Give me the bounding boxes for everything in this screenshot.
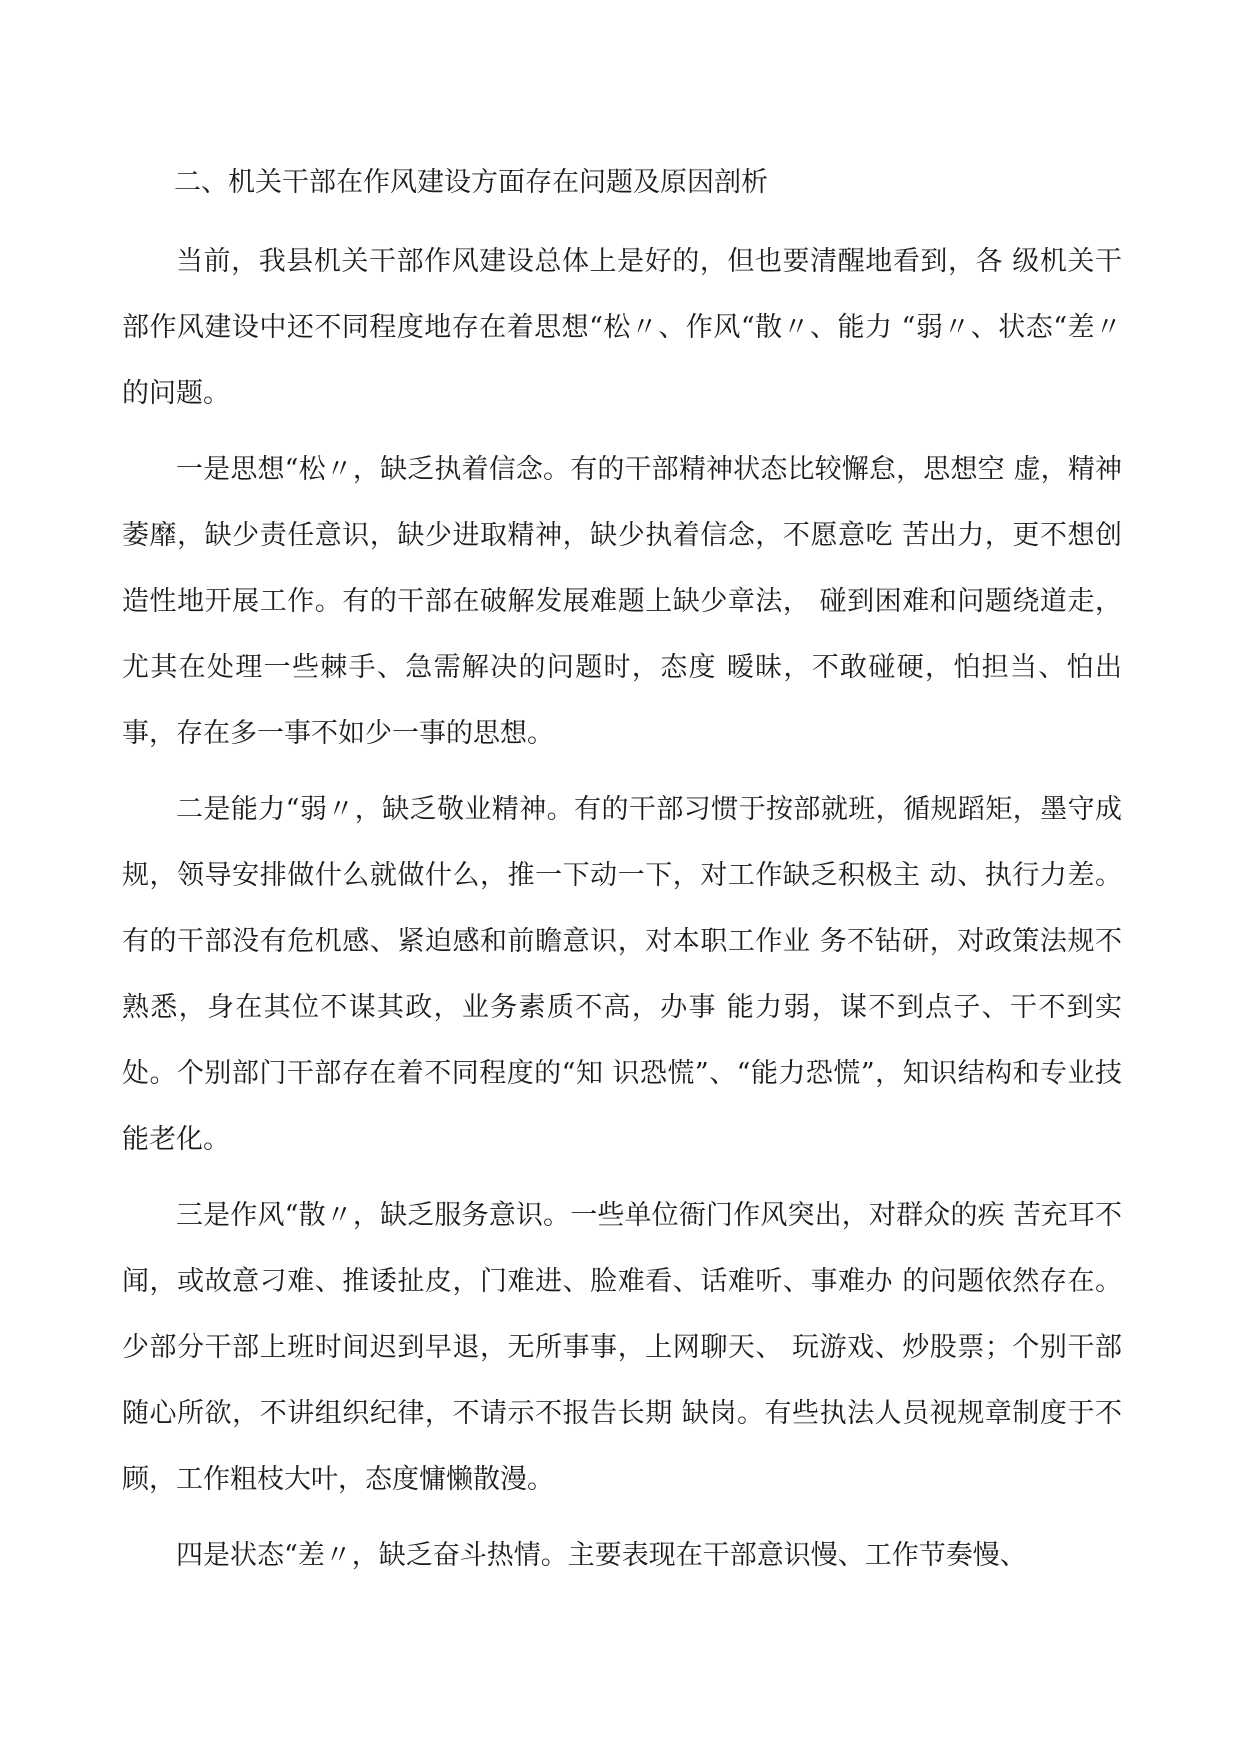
paragraph-overview: 当前，我县机关干部作风建设总体上是好的，但也要清醒地看到，各 级机关干部作风建设中还不同程度地存在着思想“松〃、作风“散〃、能力 “弱〃、状态“差〃的问题。 [122,246,1122,409]
paragraph-ability-weak: 二是能力“弱〃，缺乏敬业精神。有的干部习惯于按部就班，循规蹈矩，墨守成规，领导安排做什么就做什么，推一下动一下，对工作缺乏积极主 动、执行力差。有的干部没有危机感、紧迫感和前瞻意识，对本职工作业 务不钻研，对政策法规不熟悉，身在其位不谋其政，业务素质不高，办事 能力弱，谋不到点子、干不到实处。个别部门干部存在着不同程度的“知 识恐慌”、“能力恐慌”，知识结构和专业技能老化。 [122,794,1122,1155]
paragraph-state-poor: 四是状态“差〃，缺乏奋斗热情。主要表现在干部意识慢、工作节奏慢、 [176,1540,1027,1571]
paragraph-thinking-loose: 一是思想“松〃，缺乏执着信念。有的干部精神状态比较懈怠，思想空 虚，精神萎靡，缺少责任意识，缺少进取精神，缺少执着信念，不愿意吃 苦出力，更不想创造性地开展工作。有的干部在破解发展难题上缺少章法， 碰到困难和问题绕道走，尤其在处理一些棘手、急需解决的问题时，态度 暧昧，不敢碰硬，怕担当、怕出事，存在多一事不如少一事的思想。 [122,454,1122,749]
section-heading: 二、机关干部在作风建设方面存在问题及原因剖析 [174,167,768,198]
document-body [122,160,1122,1589]
paragraph-style-lax: 三是作风“散〃，缺乏服务意识。一些单位衙门作风突出，对群众的疾 苦充耳不闻，或故意刁难、推诿扯皮，门难进、脸难看、话难听、事难办 的问题依然存在。少部分干部上班时间迟到早退，无所事事，上网聊天、 玩游戏、炒股票；个别干部随心所欲，不讲组织纪律，不请示不报告长期 缺岗。有些执法人员视规章制度于不顾，工作粗枝大叶，态度慵懒散漫。 [122,1200,1122,1495]
